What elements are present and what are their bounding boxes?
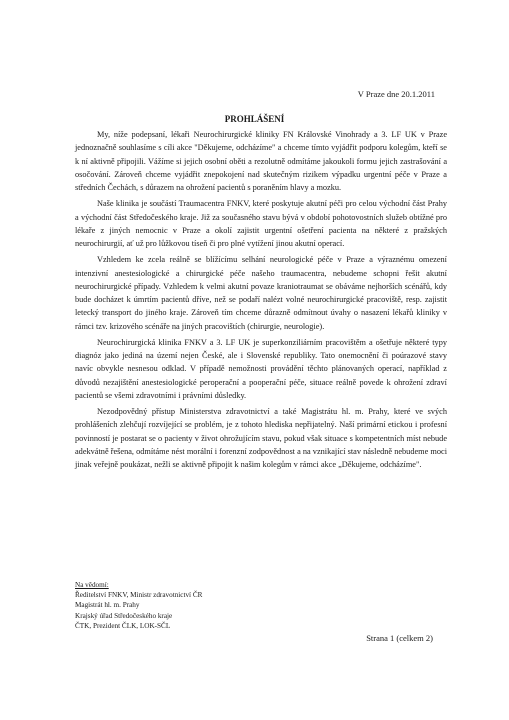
paragraph-3: Vzhledem ke zcela reálně se blížícímu selhání neurologické péče v Praze a výraznému omezení intenzivní anestesiologické a chirurgické péče našeho traumacentra, nebudeme schopni řešit akutní neurochirurgické případy. Vzhledem k velmi akutní povaze kraniotraumat se obáváme nejhorších scénářů, kdy bude docházet k úmrtím pacientů dříve, než se podaří nalézt volné neurochirurgické pracoviště, resp. zajistit letecký transport do jiného kraje. Zároveň tím chceme důrazně odmítnout úvahy o nasazení lékařů kliniky v rámci tzv. krizového scénáře na jiných pracovištích (chirurgie, neurologie). bbox=[75, 255, 447, 331]
paragraph-5: Nezodpovědný přístup Ministerstva zdravotnictví a také Magistrátu hl. m. Prahy, které ve svých prohlášeních zlehčují rozvíjející se problém, je z tohoto hlediska nepřijatelný. Naší primární etickou i profesní povinností je postarat se o pacienty v život ohrožujícím stavu, pokud však situace s kompetentních míst nebude adekvátně řešena, odmítáme nést morální i forenzní zodpovědnost a na vznikající stav následně nebudeme moci jinak veřejně poukázat, nežli se aktivně připojit k našim kolegům v rámci akce „Děkujeme, odcházíme". bbox=[75, 407, 447, 469]
recipient-line: Ředitelství FNKV, Ministr zdravotnictví ČR bbox=[75, 591, 203, 600]
paragraph-2: Naše klinika je součástí Traumacentra FNKV, které poskytuje akutní péči pro celou východní část Prahy a východní část Středočeského kraje. Již za současného stavu bývá v období pohotovostních služeb obtížné pro lékaře z jiných nemocnic v Praze a okolí zajistit urgentní ošetření pacienta na některé z pražských neurochirurgií, ať už pro lůžkovou tíseň či pro plné vytížení jinou akutní operací. bbox=[75, 199, 447, 248]
recipient-line: ČTK, Prezident ČLK, LOK-SČL bbox=[75, 621, 171, 630]
recipients-block bbox=[75, 580, 202, 631]
document-body bbox=[75, 128, 447, 474]
document-title: PROHLÁŠENÍ bbox=[224, 114, 285, 124]
recipient-line: Magistrát hl. m. Prahy bbox=[75, 601, 140, 610]
recipient-line: Krajský úřad Středočeského kraje bbox=[75, 611, 173, 620]
paragraph-1: My, níže podepsaní, lékaři Neurochirurgické kliniky FN Královské Vinohrady a 3. LF UK v Praze jednoznačně souhlasíme s cíli akce "Děkujeme, odcházíme" a chceme tímto vyjádřit podporu kolegům, kteří se k ní aktivně připojili. Vážíme si jejich osobní oběti a rezolutně odmítáme jakoukoli formu jejich zastrašování a osočování. Zároveň chceme vyjádřit znepokojení nad skutečným rizikem výpadku urgentní péče v Praze a středních Čechách, s důrazem na ohrožení pacientů s poraněním hlavy a mozku. bbox=[75, 130, 447, 192]
paragraph-4: Neurochirurgická klinika FNKV a 3. LF UK je superkonziliárním pracovištěm a ošetřuje některé typy diagnóz jako jediná na území nejen České, ale i Slovenské republiky. Tato onemocnění či poúrazové stavy navíc obvykle nesnesou odklad. V případě nemožnosti provádění těchto plánovaných operací, například z důvodů nezajištění anestesiologické peroperační a pooperační péče, situace reálně povede k ohrožení zdraví pacientů se všemi zdravotními i právními důsledky. bbox=[75, 337, 447, 400]
recipients-title: Na vědomí: bbox=[75, 581, 109, 589]
document-date: V Praze dne 20.1.2011 bbox=[357, 89, 435, 99]
page-number: Strana 1 (celkem 2) bbox=[366, 633, 433, 643]
